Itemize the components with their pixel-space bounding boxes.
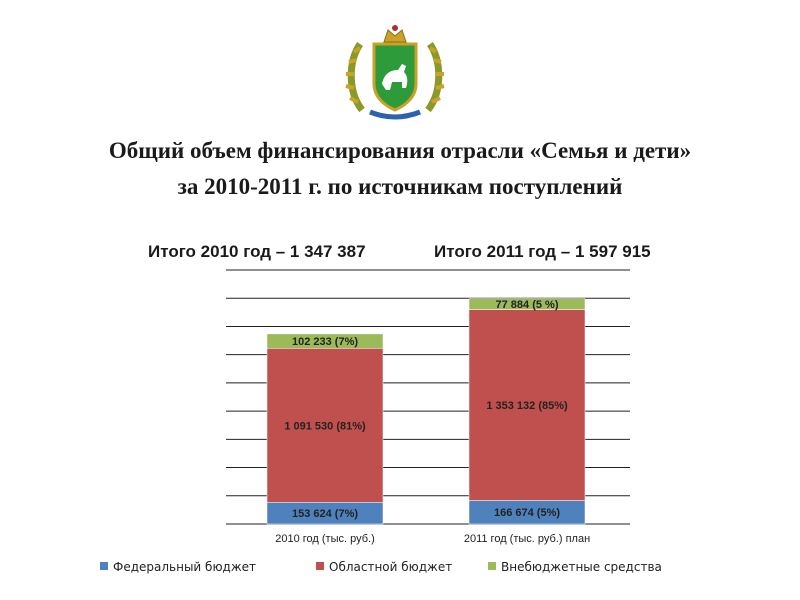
chart-title-line-2: за 2010-2011 г. по источникам поступлений <box>177 174 623 199</box>
data-label: 1 353 132 (85%) <box>486 400 568 413</box>
legend-label-federal: Федеральный бюджет <box>113 560 257 574</box>
legend-item-extrabudget <box>488 560 662 574</box>
legend-item-regional <box>316 560 452 574</box>
legend-swatch-federal <box>100 562 108 570</box>
legend-swatch-extrabudget <box>488 562 496 570</box>
legend-label-regional: Областной бюджет <box>329 560 453 574</box>
legend-item-federal <box>100 560 256 574</box>
legend-label-extrabudget: Внебюджетные средства <box>501 560 662 574</box>
data-label: 77 884 (5 %) <box>495 299 559 312</box>
total-2011: Итого 2011 год – 1 597 915 <box>434 242 651 261</box>
legend-swatch-regional <box>316 562 324 570</box>
x-tick-label: 2010 год (тыс. руб.) <box>275 533 375 545</box>
x-tick-label: 2011 год (тыс. руб.) план <box>463 533 591 545</box>
data-label: 102 233 (7%) <box>291 336 359 349</box>
chart-title-line-1: Общий объем финансирования отрасли «Семья и дети» <box>108 138 692 163</box>
chart-legend <box>100 560 720 578</box>
data-label: 1 091 530 (81%) <box>284 420 366 433</box>
data-label: 153 624 (7%) <box>291 508 359 521</box>
total-2010: Итого 2010 год – 1 347 387 <box>148 242 366 261</box>
data-label: 166 674 (5%) <box>493 507 561 520</box>
